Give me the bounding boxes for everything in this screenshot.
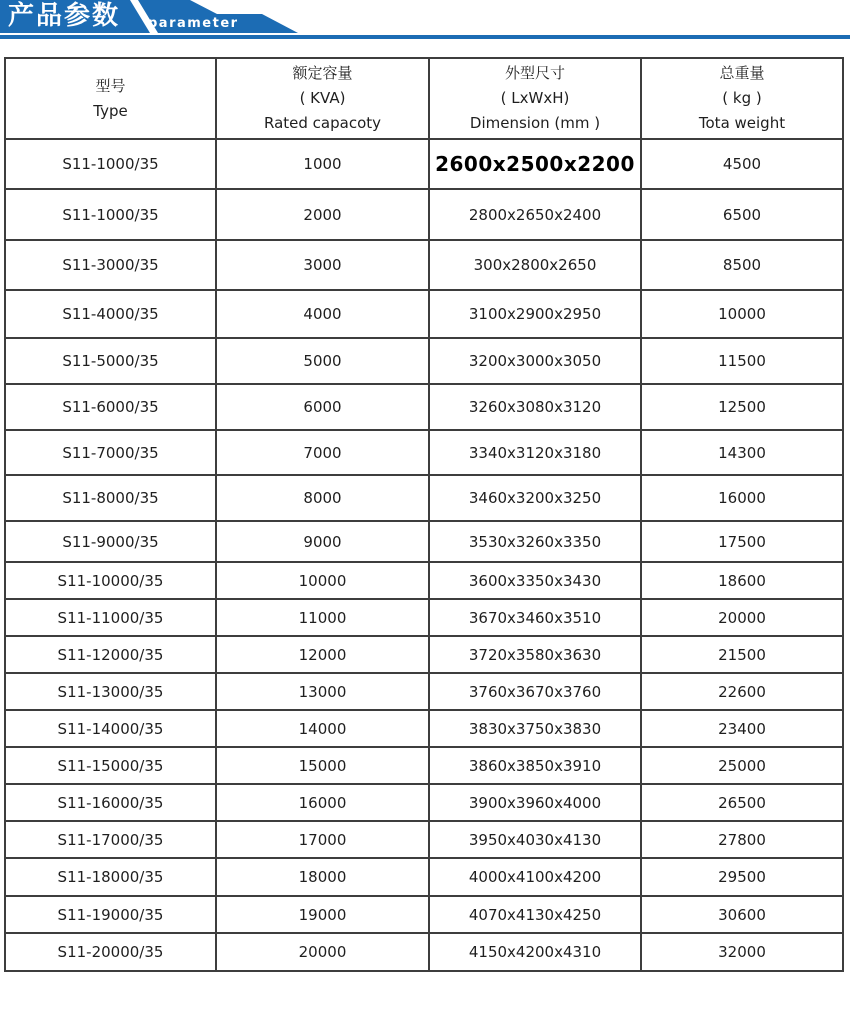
cell-dimension: 3340x3120x3180 [429, 430, 641, 475]
cell-weight: 6500 [641, 189, 843, 240]
cell-dimension: 3670x3460x3510 [429, 599, 641, 636]
col-header-capacity-en: Rated capacoty [263, 114, 382, 132]
cell-weight: 27800 [641, 821, 843, 858]
cell-weight: 22600 [641, 673, 843, 710]
cell-weight: 14300 [641, 430, 843, 475]
table-row [5, 784, 843, 821]
table-row [5, 475, 843, 521]
cell-weight: 25000 [641, 747, 843, 784]
cell-weight: 29500 [641, 858, 843, 896]
cell-capacity: 10000 [216, 562, 429, 599]
cell-weight: 16000 [641, 475, 843, 521]
cell-capacity: 8000 [216, 475, 429, 521]
page-title: 产品参数 [8, 1, 121, 31]
table-row [5, 710, 843, 747]
cell-dimension: 3720x3580x3630 [429, 636, 641, 673]
cell-weight: 12500 [641, 384, 843, 430]
cell-capacity: 11000 [216, 599, 429, 636]
table-row [5, 240, 843, 290]
col-header-capacity-zh: 额定容量 [292, 64, 353, 82]
cell-dimension: 3830x3750x3830 [429, 710, 641, 747]
cell-capacity: 16000 [216, 784, 429, 821]
cell-dimension: 4150x4200x4310 [429, 933, 641, 971]
cell-model: S11-1000/35 [5, 189, 216, 240]
cell-model: S11-3000/35 [5, 240, 216, 290]
cell-capacity: 14000 [216, 710, 429, 747]
col-header-weight [641, 58, 843, 139]
cell-model: S11-20000/35 [5, 933, 216, 971]
cell-model: S11-15000/35 [5, 747, 216, 784]
cell-weight: 23400 [641, 710, 843, 747]
cell-capacity: 7000 [216, 430, 429, 475]
cell-capacity: 5000 [216, 338, 429, 384]
cell-dimension: 3900x3960x4000 [429, 784, 641, 821]
cell-model: S11-18000/35 [5, 858, 216, 896]
col-header-dimension-zh: 外型尺寸 [504, 64, 565, 82]
cell-capacity: 17000 [216, 821, 429, 858]
cell-dimension: 4000x4100x4200 [429, 858, 641, 896]
cell-model: S11-14000/35 [5, 710, 216, 747]
cell-dimension: 2800x2650x2400 [429, 189, 641, 240]
cell-dimension: 3200x3000x3050 [429, 338, 641, 384]
cell-capacity: 13000 [216, 673, 429, 710]
table-row [5, 562, 843, 599]
table-row [5, 636, 843, 673]
col-header-weight-zh: 总重量 [719, 64, 765, 82]
cell-model: S11-12000/35 [5, 636, 216, 673]
table-row [5, 673, 843, 710]
cell-dimension: 3860x3850x3910 [429, 747, 641, 784]
banner-underline [0, 35, 850, 39]
cell-weight: 20000 [641, 599, 843, 636]
table-header-row [5, 58, 843, 139]
table-row [5, 384, 843, 430]
table-row [5, 430, 843, 475]
cell-capacity: 3000 [216, 240, 429, 290]
table-row [5, 139, 843, 189]
cell-model: S11-10000/35 [5, 562, 216, 599]
cell-model: S11-5000/35 [5, 338, 216, 384]
table-row [5, 521, 843, 562]
cell-dimension: 3100x2900x2950 [429, 290, 641, 338]
cell-capacity: 15000 [216, 747, 429, 784]
cell-weight: 17500 [641, 521, 843, 562]
col-header-type-en: Type [93, 101, 128, 120]
cell-dimension: 4070x4130x4250 [429, 896, 641, 933]
cell-model: S11-19000/35 [5, 896, 216, 933]
table-row [5, 858, 843, 896]
cell-model: S11-11000/35 [5, 599, 216, 636]
cell-model: S11-9000/35 [5, 521, 216, 562]
cell-weight: 21500 [641, 636, 843, 673]
col-header-type [5, 58, 216, 139]
cell-weight: 30600 [641, 896, 843, 933]
cell-model: S11-4000/35 [5, 290, 216, 338]
cell-capacity: 4000 [216, 290, 429, 338]
table-row [5, 599, 843, 636]
page-subtitle: parameter [148, 16, 239, 31]
page-header-banner [0, 0, 850, 40]
cell-model: S11-17000/35 [5, 821, 216, 858]
parameters-table [4, 57, 844, 972]
table-row [5, 821, 843, 858]
col-header-dimension [429, 58, 641, 139]
cell-weight: 26500 [641, 784, 843, 821]
cell-capacity: 20000 [216, 933, 429, 971]
table-row [5, 290, 843, 338]
col-header-type-zh: 型号 [95, 76, 126, 95]
cell-dimension: 3260x3080x3120 [429, 384, 641, 430]
cell-model: S11-16000/35 [5, 784, 216, 821]
cell-weight: 4500 [641, 139, 843, 189]
cell-weight: 8500 [641, 240, 843, 290]
col-header-weight-unit: ( kg ) [722, 89, 762, 107]
cell-model: S11-1000/35 [5, 139, 216, 189]
table-row [5, 933, 843, 971]
cell-dimension: 2600x2500x2200 [429, 139, 641, 189]
cell-capacity: 2000 [216, 189, 429, 240]
cell-model: S11-13000/35 [5, 673, 216, 710]
table-row [5, 189, 843, 240]
cell-dimension: 3760x3670x3760 [429, 673, 641, 710]
col-header-weight-en: Tota weight [698, 114, 786, 132]
cell-capacity: 12000 [216, 636, 429, 673]
cell-capacity: 19000 [216, 896, 429, 933]
cell-capacity: 6000 [216, 384, 429, 430]
col-header-capacity-unit: ( KVA) [299, 89, 346, 107]
cell-dimension: 3600x3350x3430 [429, 562, 641, 599]
cell-capacity: 9000 [216, 521, 429, 562]
cell-model: S11-7000/35 [5, 430, 216, 475]
cell-model: S11-6000/35 [5, 384, 216, 430]
cell-weight: 32000 [641, 933, 843, 971]
cell-weight: 11500 [641, 338, 843, 384]
cell-dimension: 3950x4030x4130 [429, 821, 641, 858]
table-row [5, 338, 843, 384]
cell-model: S11-8000/35 [5, 475, 216, 521]
table-row [5, 747, 843, 784]
cell-dimension: 3460x3200x3250 [429, 475, 641, 521]
col-header-dimension-unit: ( LxWxH) [500, 89, 570, 107]
cell-capacity: 1000 [216, 139, 429, 189]
cell-capacity: 18000 [216, 858, 429, 896]
col-header-dimension-en: Dimension (mm ) [469, 114, 601, 132]
table-row [5, 896, 843, 933]
cell-weight: 18600 [641, 562, 843, 599]
col-header-capacity [216, 58, 429, 139]
cell-dimension: 300x2800x2650 [429, 240, 641, 290]
cell-dimension: 3530x3260x3350 [429, 521, 641, 562]
cell-weight: 10000 [641, 290, 843, 338]
